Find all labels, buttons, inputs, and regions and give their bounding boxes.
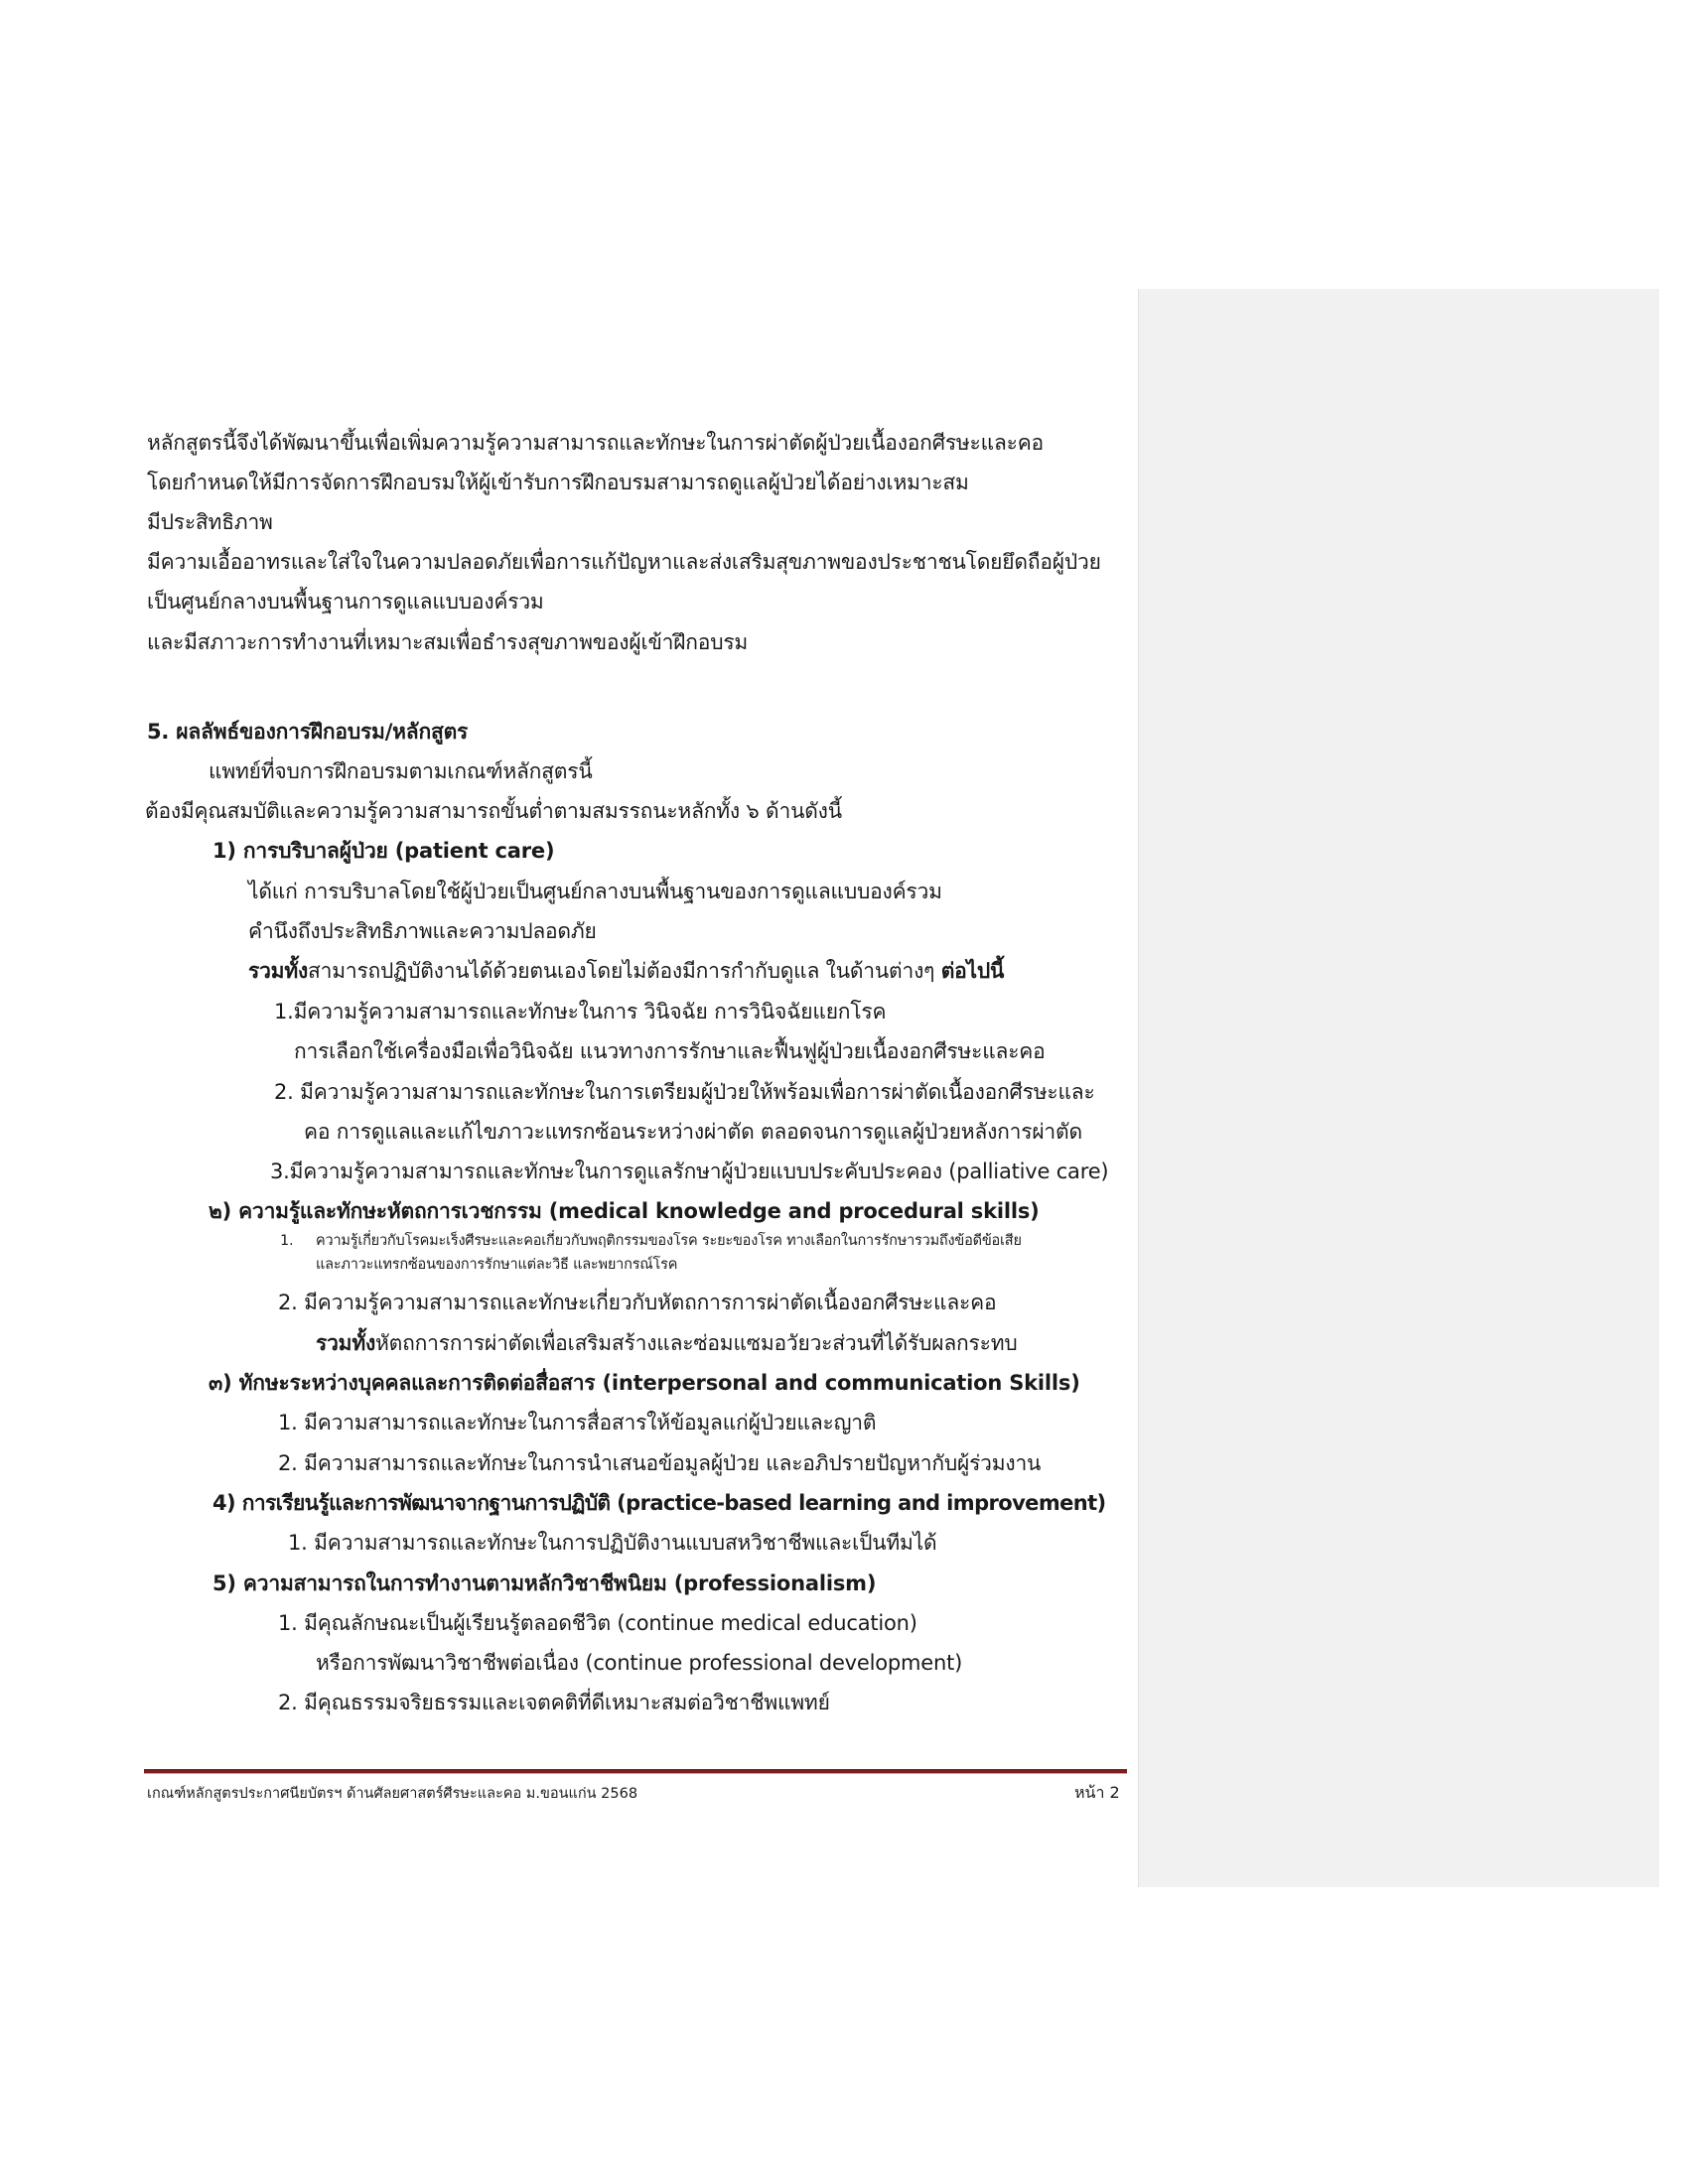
competency-5-item-1a: 1. มีคุณลักษณะเป็นผู้เรียนรู้ตลอดชีวิต (continue medical education)	[278, 1611, 917, 1635]
competency-5-item-2: 2. มีคุณธรรมจริยธรรมและเจตคติที่ดีเหมาะสมต่อวิชาชีพแพทย์	[278, 1691, 830, 1714]
emphasis-text: รวมทั้ง	[316, 1331, 376, 1355]
section-heading: 5. ผลลัพธ์ของการฝึกอบรม/หลักสูตร	[147, 720, 469, 744]
competency-1-item-2b: คอ การดูแลและแก้ไขภาวะแทรกซ้อนระหว่างผ่าตัด ตลอดจนการดูแลผู้ป่วยหลังการผ่าตัด	[304, 1120, 1082, 1144]
competency-3-item-1: 1. มีความสามารถและทักษะในการสื่อสารให้ข้อมูลแก่ผู้ป่วยและญาติ	[278, 1411, 877, 1434]
competency-2-item-1a: ความรู้เกี่ยวกับโรคมะเร็งศีรษะและคอเกี่ยวกับพฤติกรรมของโรค ระยะของโรค ทางเลือกในการรักษารวมถึงข้อดีข้อเสีย	[316, 1233, 1022, 1249]
competency-4-heading: 4) การเรียนรู้และการพัฒนาจากฐานการปฏิบัติ (practice-based learning and improvement)	[212, 1491, 1106, 1515]
competency-2-item-2a: 2. มีความรู้ความสามารถและทักษะเกี่ยวกับหัตถการการผ่าตัดเนื้องอกศีรษะและคอ	[278, 1291, 997, 1314]
emphasis-text: ต่อไปนี้	[940, 959, 1005, 983]
competency-2-heading: ๒) ความรู้และทักษะหัตถการเวชกรรม (medical knowledge and procedural skills)	[209, 1199, 1040, 1223]
competency-1-heading: 1) การบริบาลผู้ป่วย (patient care)	[212, 839, 555, 863]
competency-3-heading: ๓) ทักษะระหว่างบุคคลและการติดต่อสื่อสาร (interpersonal and communication Skills)	[209, 1371, 1080, 1395]
competency-4-item-1: 1. มีความสามารถและทักษะในการปฏิบัติงานแบบสหวิชาชีพและเป็นทีมได้	[288, 1531, 937, 1555]
competency-1-item-2a: 2. มีความรู้ความสามารถและทักษะในการเตรียมผู้ป่วยให้พร้อมเพื่อการผ่าตัดเนื้องอกศีรษะและ	[274, 1080, 1095, 1104]
intro-line-1: หลักสูตรนี้จึงได้พัฒนาขึ้นเพื่อเพิ่มความรู้ความสามารถและทักษะในการผ่าตัดผู้ป่วยเนื้องอกศีรษะและคอ	[147, 431, 1044, 455]
competency-2-item-1b: และภาวะแทรกซ้อนของการรักษาแต่ละวิธี และพยากรณ์โรค	[316, 1257, 678, 1273]
section-lead-1: แพทย์ที่จบการฝึกอบรมตามเกณฑ์หลักสูตรนี้	[209, 759, 593, 783]
intro-line-5: เป็นศูนย์กลางบนพื้นฐานการดูแลแบบองค์รวม	[147, 590, 544, 614]
emphasis-text: รวมทั้ง	[248, 959, 309, 983]
competency-1-item-1a: 1.มีความรู้ความสามารถและทักษะในการ วินิจฉัย การวินิจฉัยแยกโรค	[274, 1000, 887, 1024]
competency-1-item-3: 3.มีความรู้ความสามารถและทักษะในการดูแลรักษาผู้ป่วยแบบประคับประคอง (palliative care)	[270, 1160, 1109, 1183]
competency-2-item-2b	[316, 1328, 1018, 1358]
competency-2-item-1-number: 1.	[280, 1233, 294, 1249]
competency-1-para-1: ได้แก่ การบริบาลโดยใช้ผู้ป่วยเป็นศูนย์กลางบนพื้นฐานของการดูแลแบบองค์รวม	[248, 880, 942, 903]
comment-pane	[1138, 289, 1659, 1887]
footer-divider	[144, 1769, 1127, 1774]
competency-1-item-1b: การเลือกใช้เครื่องมือเพื่อวินิจฉัย แนวทางการรักษาและฟื้นฟูผู้ป่วยเนื้องอกศีรษะและคอ	[294, 1039, 1046, 1063]
competency-1-para-3	[248, 956, 1004, 986]
competency-5-item-1b: หรือการพัฒนาวิชาชีพต่อเนื่อง (continue professional development)	[316, 1651, 963, 1675]
footer-title: เกณฑ์หลักสูตรประกาศนียบัตรฯ ด้านศัลยศาสตร์ศีรษะและคอ ม.ขอนแก่น 2568	[147, 1786, 638, 1802]
intro-line-2: โดยกำหนดให้มีการจัดการฝึกอบรมให้ผู้เข้ารับการฝึกอบรมสามารถดูแลผู้ป่วยได้อย่างเหมาะสม	[147, 471, 969, 494]
competency-5-heading: 5) ความสามารถในการทำงานตามหลักวิชาชีพนิยม (professionalism)	[212, 1571, 877, 1595]
competency-3-item-2: 2. มีความสามารถและทักษะในการนำเสนอข้อมูลผู้ป่วย และอภิปรายปัญหากับผู้ร่วมงาน	[278, 1451, 1042, 1475]
intro-line-3: มีประสิทธิภาพ	[147, 510, 273, 534]
section-lead-2: ต้องมีคุณสมบัติและความรู้ความสามารถขั้นต่ำตามสมรรถนะหลักทั้ง ๖ ด้านดังนี้	[145, 799, 842, 823]
intro-line-4: มีความเอื้ออาทรและใส่ใจในความปลอดภัยเพื่อการแก้ปัญหาและส่งเสริมสุขภาพของประชาชนโดยยึดถือผู้ป่วย	[147, 550, 1101, 574]
intro-line-6: และมีสภาวะการทำงานที่เหมาะสมเพื่อธำรงสุขภาพของผู้เข้าฝึกอบรม	[147, 630, 749, 654]
competency-1-para-2: คำนึงถึงประสิทธิภาพและความปลอดภัย	[248, 919, 597, 943]
page-number: หน้า 2	[1074, 1783, 1120, 1802]
body-text: สามารถปฏิบัติงานได้ด้วยตนเองโดยไม่ต้องมีการกำกับดูแล ในด้านต่างๆ	[308, 959, 941, 983]
body-text: หัตถการการผ่าตัดเพื่อเสริมสร้างและซ่อมแซมอวัยวะส่วนที่ได้รับผลกระทบ	[375, 1331, 1018, 1355]
